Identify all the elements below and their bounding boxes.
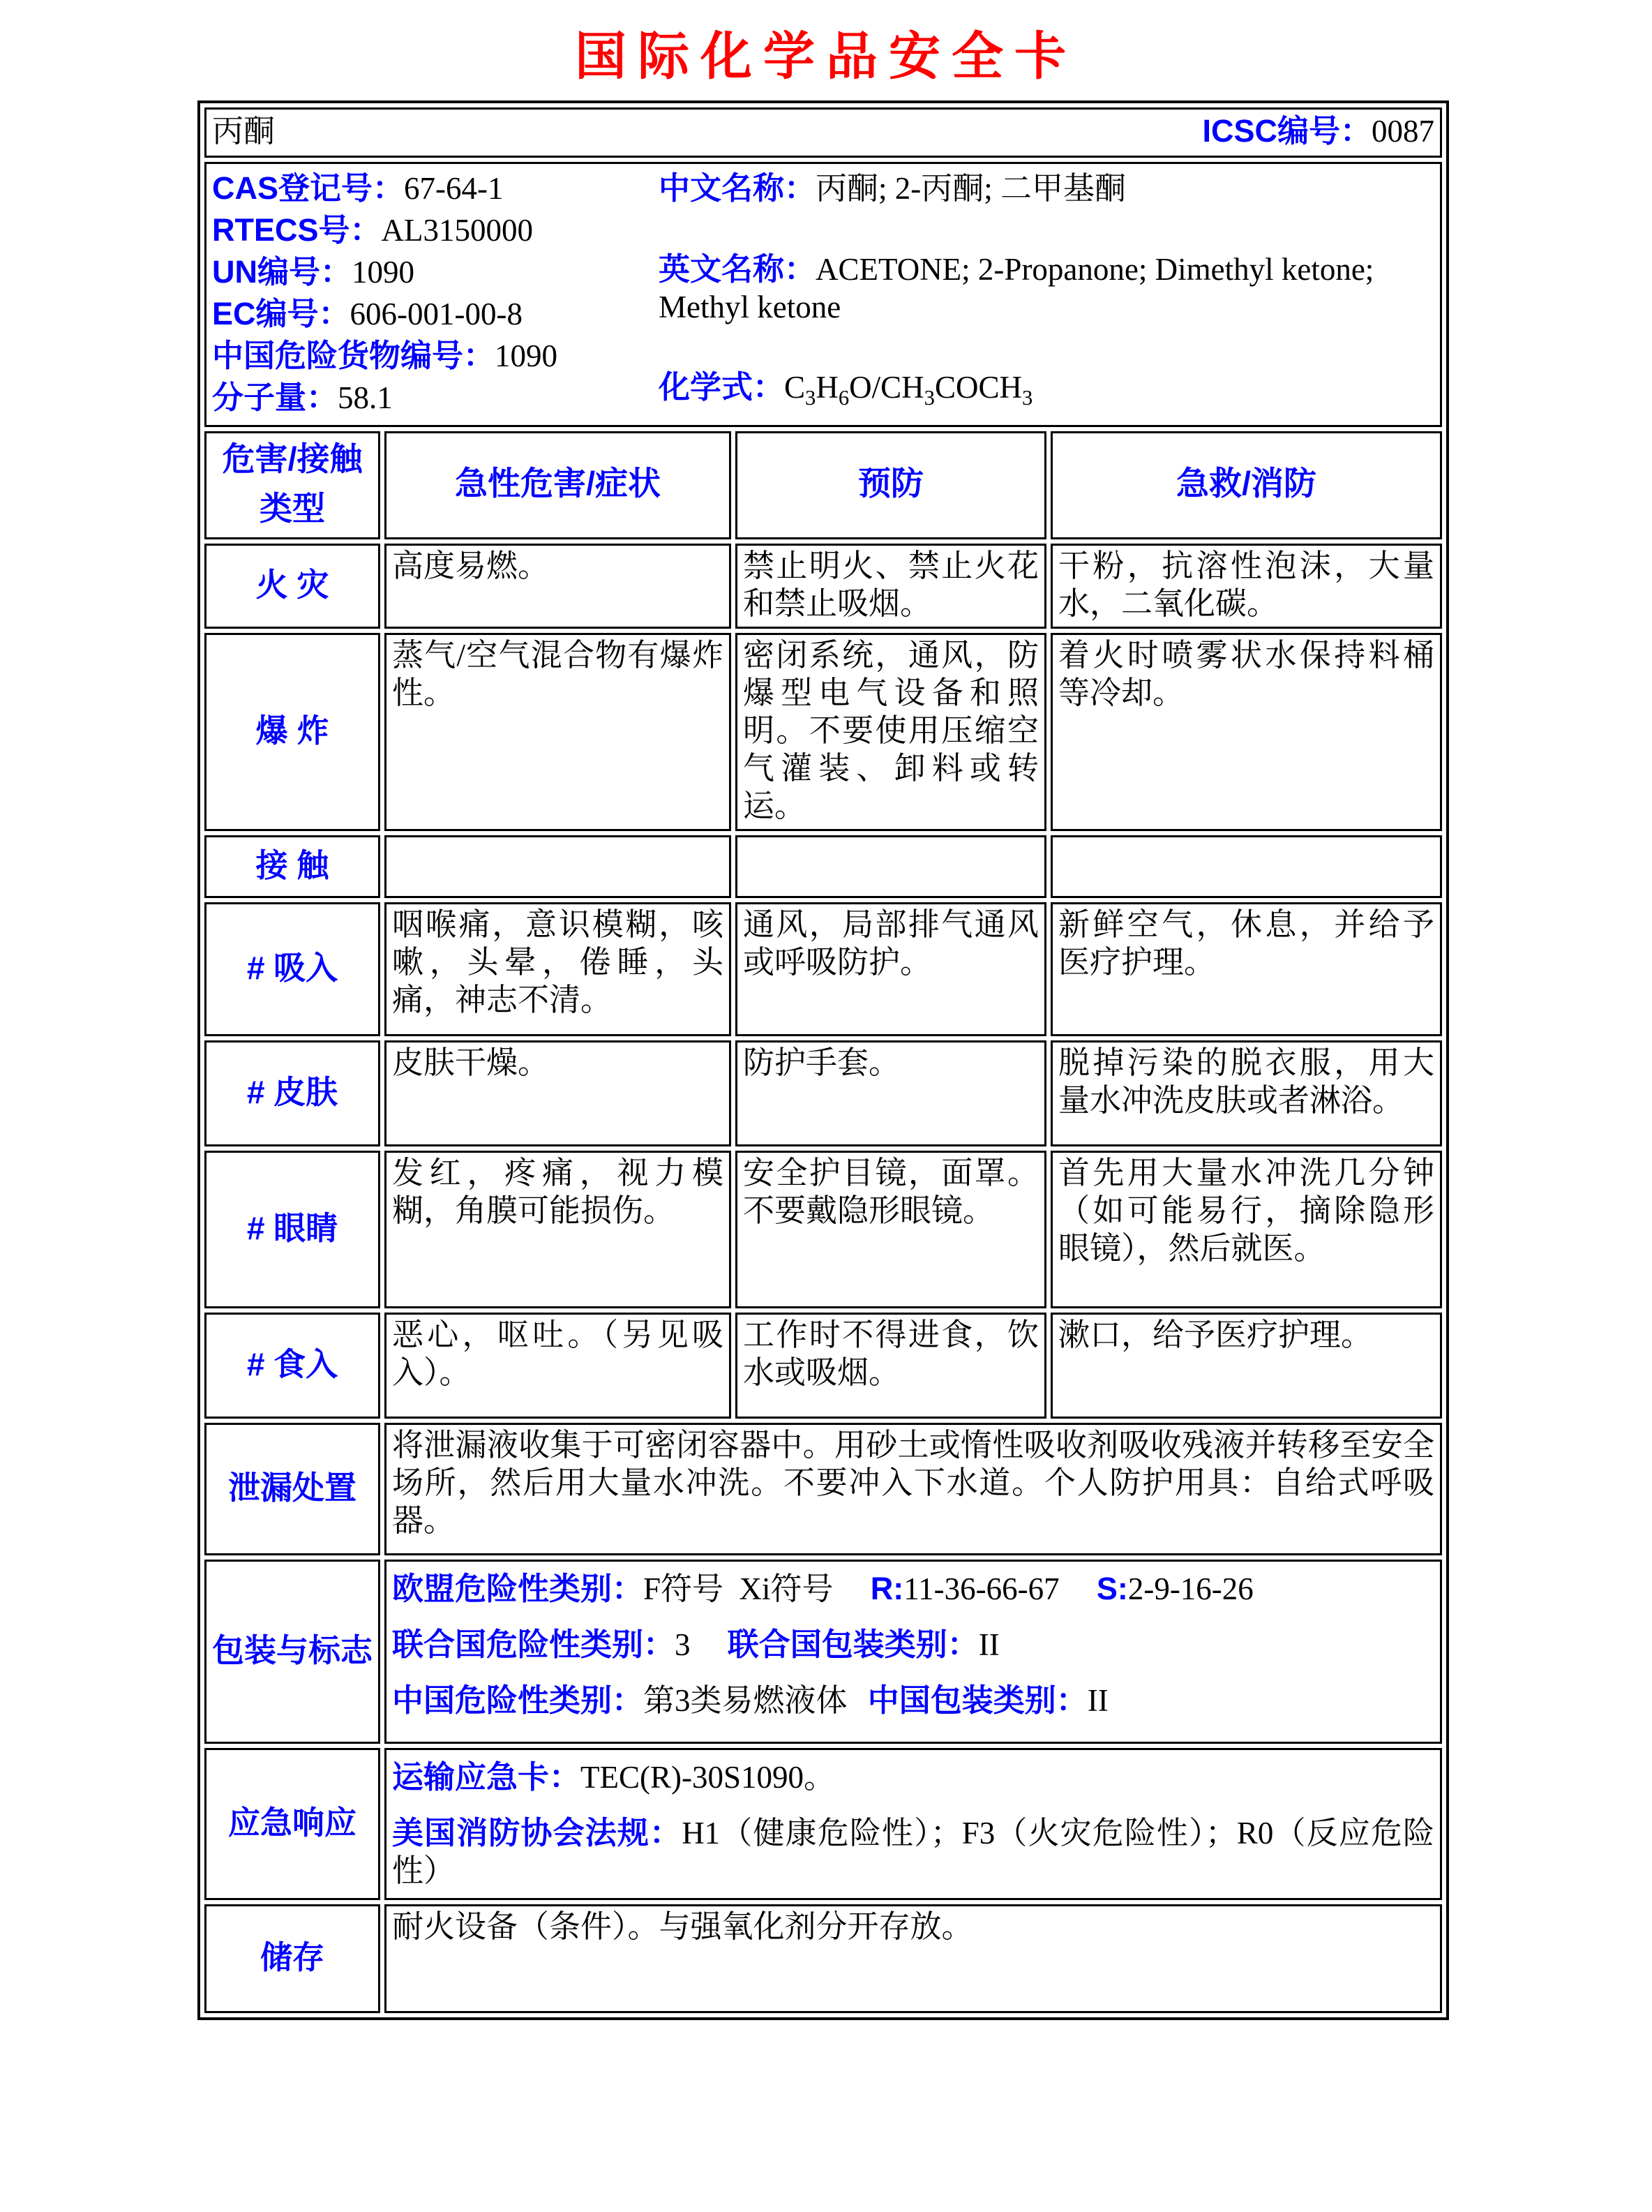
explosion-prevention-cell: 密闭系统，通风，防爆型电气设备和照明。不要使用压缩空气灌装、卸料或转运。 — [735, 633, 1046, 831]
row-label-inhalation: # 吸入 — [204, 902, 380, 1036]
contact-symptom-cell — [384, 835, 731, 898]
fire-prevention-cell: 禁止明火、禁止火花和禁止吸烟。 — [735, 544, 1046, 629]
identifier-list — [212, 165, 659, 421]
nfpa-line: 美国消防协会法规：H1（健康危险性）；F3（火灾危险性）；R0（反应危险性） — [392, 1815, 1434, 1888]
row-label-skin: # 皮肤 — [204, 1040, 380, 1146]
table-row-explosion — [204, 633, 1442, 831]
table-row-skin — [204, 1040, 1442, 1146]
row-label-storage: 储存 — [204, 1904, 380, 2013]
table-row-contact — [204, 835, 1442, 898]
explosion-symptom-cell: 蒸气/空气混合物有爆炸性。 — [384, 633, 731, 831]
row-label-spill: 泄漏处置 — [204, 1423, 380, 1555]
un-hazard-class-line: 联合国危险性类别：3 联合国包装类别：II — [392, 1627, 1000, 1662]
substance-cell — [204, 107, 1442, 158]
ingestion-symptom-cell: 恶心，呕吐。（另见吸入）。 — [384, 1313, 731, 1419]
table-row-packaging — [204, 1560, 1442, 1744]
inhalation-symptom-cell: 咽喉痛，意识模糊，咳嗽，头晕，倦睡，头痛，神志不清。 — [384, 902, 731, 1036]
col-header-hazard-type: 危害/接触类型 — [204, 431, 380, 539]
english-name: 英文名称：ACETONE; 2-Propanone; Dimethyl ketone; Methyl ketone — [659, 251, 1382, 324]
icsc-number-value: 0087 — [1372, 114, 1434, 149]
contact-prevention-cell — [735, 835, 1046, 898]
row-label-ingestion: # 食入 — [204, 1313, 380, 1419]
chemical-formula: 化学式：$C_3H_6O/CH_3COCH_3$ — [659, 369, 1033, 410]
eyes-symptom-cell: 发红，疼痛，视力模糊，角膜可能损伤。 — [384, 1151, 731, 1308]
row-label-eyes: # 眼睛 — [204, 1151, 380, 1308]
eu-hazard-class-line: 欧盟危险性类别：F符号 Xi符号 R:11-36-66-67 S:2-9-16-26 — [392, 1571, 1254, 1606]
row-label-packaging: 包装与标志 — [204, 1560, 380, 1744]
packaging-text-cell — [384, 1560, 1442, 1744]
row-label-explosion: 爆 炸 — [204, 633, 380, 831]
fire-firstaid-cell: 干粉，抗溶性泡沫，大量水，二氧化碳。 — [1051, 544, 1442, 629]
china-dg-number: 中国危险货物编号：1090 — [212, 338, 558, 373]
un-number: UN编号：1090 — [212, 254, 414, 290]
skin-symptom-cell: 皮肤干燥。 — [384, 1040, 731, 1146]
transport-card-line: 运输应急卡：TEC(R)-30S1090。 — [392, 1759, 836, 1795]
table-row-inhalation — [204, 902, 1442, 1036]
inhalation-firstaid-cell: 新鲜空气，休息，并给予医疗护理。 — [1051, 902, 1442, 1036]
table-row-storage — [204, 1904, 1442, 2013]
column-header-row — [204, 431, 1442, 539]
icsc-number — [1202, 112, 1434, 150]
ingestion-firstaid-cell: 漱口，给予医疗护理。 — [1051, 1313, 1442, 1419]
rtecs-number: RTECS号：AL3150000 — [212, 212, 534, 248]
china-hazard-class-line: 中国危险性类别：第3类易燃液体 中国包装类别：II — [392, 1682, 1109, 1718]
table-row-fire — [204, 544, 1442, 629]
substance-name: 丙酮 — [212, 114, 276, 149]
eyes-firstaid-cell: 首先用大量水冲洗几分钟（如可能易行，摘除隐形眼镜），然后就医。 — [1051, 1151, 1442, 1308]
eyes-prevention-cell: 安全护目镜，面罩。不要戴隐形眼镜。 — [735, 1151, 1046, 1308]
cas-number: CAS登记号：67-64-1 — [212, 170, 504, 206]
row-label-contact: 接 触 — [204, 835, 380, 898]
emergency-text-cell — [384, 1748, 1442, 1900]
spill-text-cell: 将泄漏液收集于可密闭容器中。用砂土或惰性吸收剂吸收残液并转移至安全场所，然后用大量水冲洗。不要冲入下水道。个人防护用具：自给式呼吸器。 — [384, 1423, 1442, 1555]
table-row-spill — [204, 1423, 1442, 1555]
ingestion-prevention-cell: 工作时不得进食，饮水或吸烟。 — [735, 1313, 1046, 1419]
row-label-emergency: 应急响应 — [204, 1748, 380, 1900]
inhalation-prevention-cell: 通风，局部排气通风或呼吸防护。 — [735, 902, 1046, 1036]
col-header-symptoms: 急性危害/症状 — [384, 431, 731, 539]
name-list — [659, 165, 1434, 421]
chinese-name: 中文名称：丙酮; 2-丙酮; 二甲基酮 — [659, 170, 1127, 206]
table-row-eyes — [204, 1151, 1442, 1308]
explosion-firstaid-cell: 着火时喷雾状水保持料桶等冷却。 — [1051, 633, 1442, 831]
icsc-number-label: ICSC编号： — [1202, 113, 1372, 149]
ec-number: EC编号：606-001-00-8 — [212, 296, 523, 331]
identifiers-cell — [204, 162, 1442, 427]
page-title: 国际化学品安全卡 — [575, 27, 1077, 87]
molecular-weight: 分子量：58.1 — [212, 380, 393, 415]
fire-symptom-cell: 高度易燃。 — [384, 544, 731, 629]
contact-firstaid-cell — [1051, 835, 1442, 898]
skin-firstaid-cell: 脱掉污染的脱衣服，用大量水冲洗皮肤或者淋浴。 — [1051, 1040, 1442, 1146]
table-row-emergency — [204, 1748, 1442, 1900]
row-label-fire: 火 灾 — [204, 544, 380, 629]
col-header-prevention: 预防 — [735, 431, 1046, 539]
identifiers-row — [204, 162, 1442, 427]
skin-prevention-cell: 防护手套。 — [735, 1040, 1046, 1146]
col-header-firstaid: 急救/消防 — [1051, 431, 1442, 539]
safety-card-table — [197, 100, 1449, 2020]
table-row-ingestion — [204, 1313, 1442, 1419]
storage-text-cell: 耐火设备（条件）。与强氧化剂分开存放。 — [384, 1904, 1442, 2013]
substance-row — [204, 107, 1442, 158]
